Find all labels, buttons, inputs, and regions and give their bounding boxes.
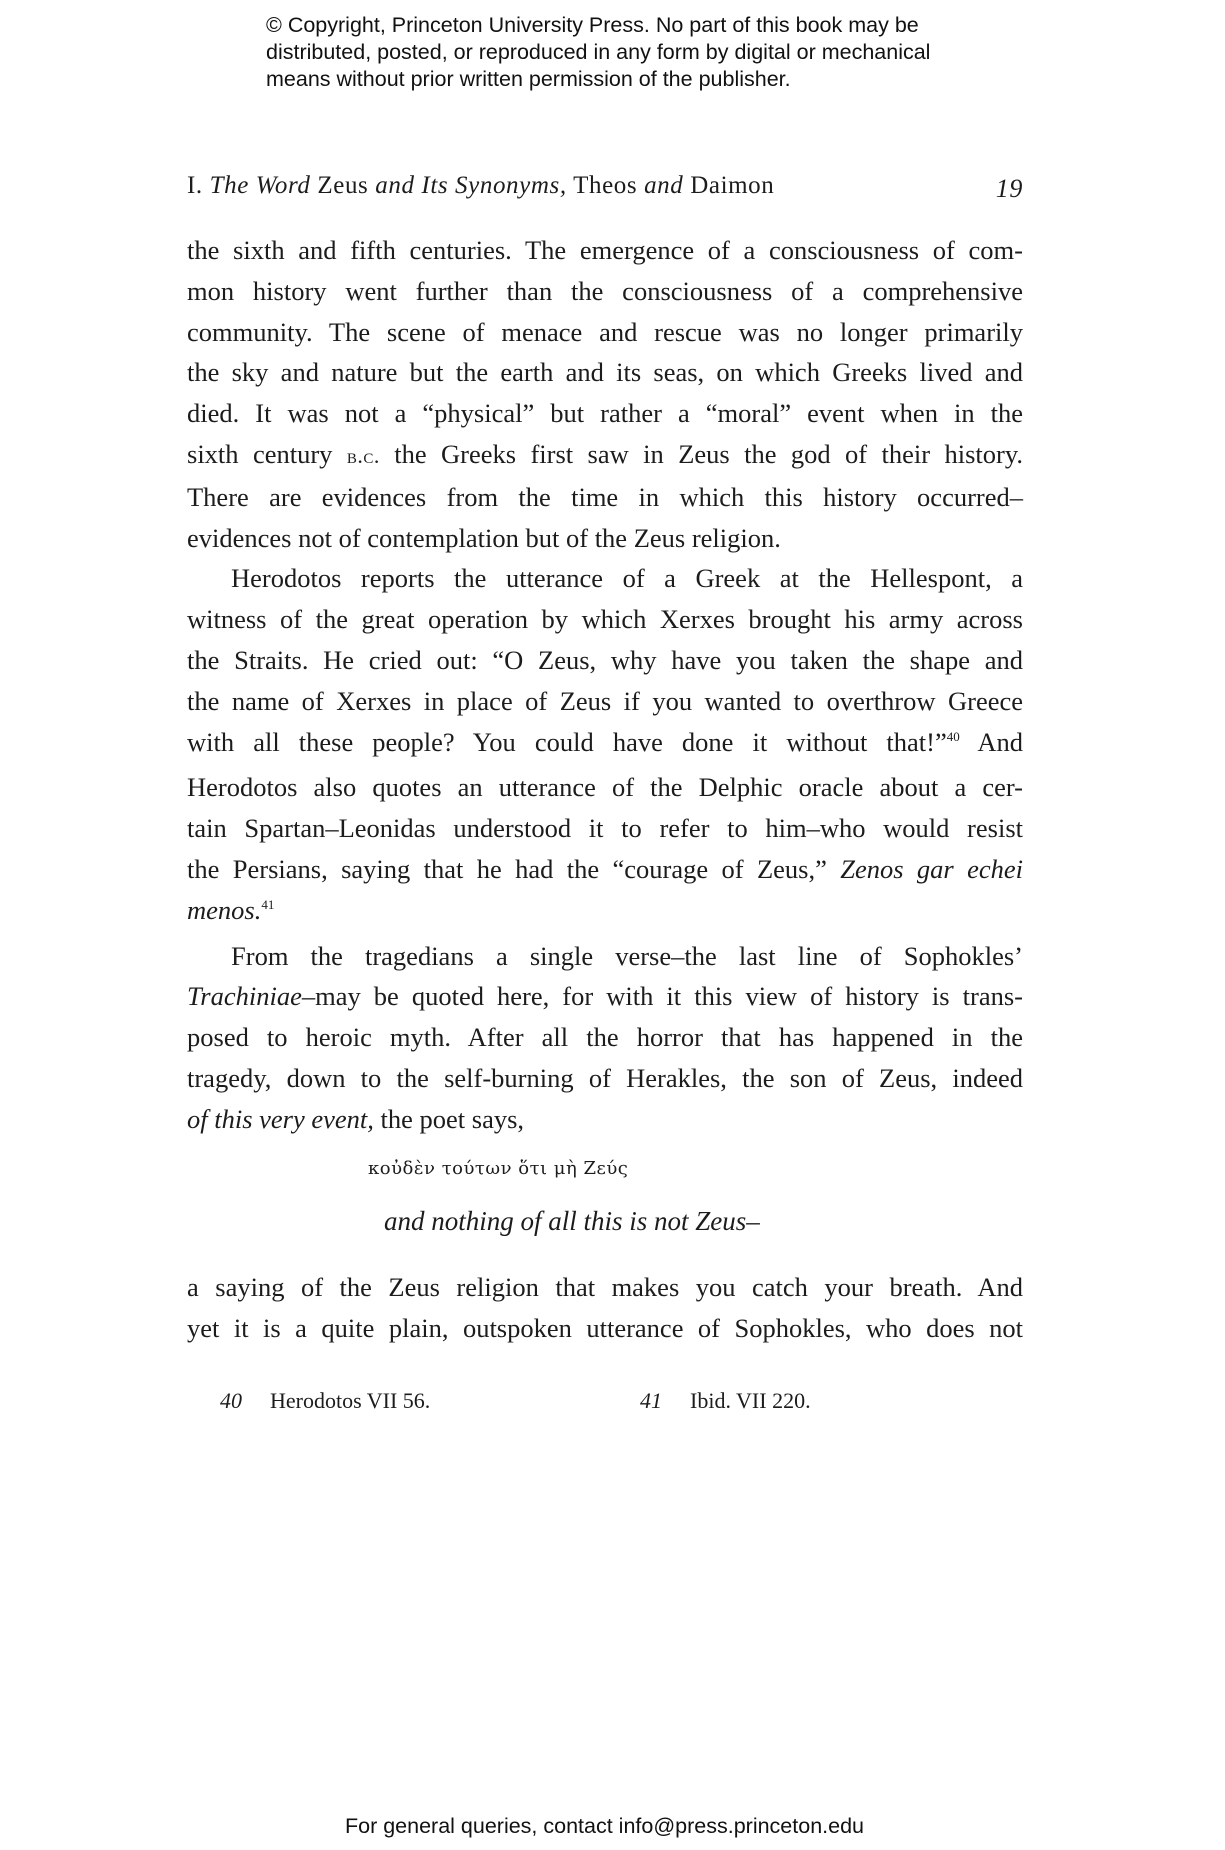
chapter-title: I. The Word Zeus and Its Synonyms, Theos and Daimon xyxy=(187,172,775,199)
text-line: There are evidences from the time in which this history occurred– xyxy=(187,481,1023,512)
text-line: tragedy, down to the self-burning of Herakles, the son of Zeus, indeed xyxy=(187,1062,1023,1093)
footnote-40 xyxy=(220,1388,430,1414)
text-line: the name of Xerxes in place of Zeus if you wanted to overthrow Greece xyxy=(187,685,1023,716)
text-line: yet it is a quite plain, outspoken utterance of Sophokles, who does not xyxy=(187,1312,1023,1343)
text-line: the Persians, saying that he had the “courage of Zeus,” Zenos gar echei xyxy=(187,853,1024,884)
text-line: menos.$^{41}$ xyxy=(187,894,275,925)
text-line: died. It was not a “physical” but rather a “moral” event when in the xyxy=(187,398,1023,429)
copyright-line-2: distributed, posted, or reproduced in any form by digital or mechanical xyxy=(266,40,931,64)
text-line: Herodotos reports the utterance of a Greek at the Hellespont, a xyxy=(231,563,1023,594)
footnote-41 xyxy=(640,1388,811,1414)
footnote-ref-41[interactable]: 41 xyxy=(261,896,275,912)
footnote-text: Ibid. VII 220. xyxy=(690,1388,811,1413)
copyright-notice xyxy=(266,12,1026,93)
text-line: Trachiniae–may be quoted here, for with it this view of history is trans- xyxy=(187,981,1023,1012)
text-line: a saying of the Zeus religion that makes you catch your breath. And xyxy=(187,1272,1023,1302)
text-line: posed to heroic myth. After all the horror that has happened in the xyxy=(187,1022,1023,1053)
text-line: the sixth and fifth centuries. The emergence of a consciousness of com- xyxy=(187,235,1023,265)
quote-translation: and nothing of all this is not Zeus– xyxy=(384,1206,760,1236)
greek-quote: κοὐδὲν τούτων ὅτι μὴ Ζεύς xyxy=(368,1158,629,1179)
text-line: the sky and nature but the earth and its seas, on which Greeks lived and xyxy=(187,357,1023,388)
paragraph-3 xyxy=(187,936,1023,1140)
text-line: mon history went further than the consciousness of a comprehensive xyxy=(187,275,1023,306)
running-head xyxy=(187,172,1023,203)
main-text xyxy=(187,230,1023,1140)
text-line: tain Spartan–Leonidas understood it to refer to him–who would resist xyxy=(187,813,1023,844)
text-line: evidences not of contemplation but of the Zeus religion. xyxy=(187,522,781,553)
footnote-number: 40 xyxy=(220,1388,242,1413)
text-line: the Straits. He cried out: “O Zeus, why have you taken the shape and xyxy=(187,644,1023,675)
paragraph-4 xyxy=(187,1267,1023,1349)
contact-line: For general queries, contact info@press.princeton.edu xyxy=(345,1814,865,1838)
text-line: community. The scene of menace and rescue was no longer primarily xyxy=(187,316,1023,347)
paragraph-1 xyxy=(187,230,1023,558)
text-line: Herodotos also quotes an utterance of the Delphic oracle about a cer- xyxy=(187,772,1023,803)
text-line: witness of the great operation by which Xerxes brought his army across xyxy=(187,604,1023,635)
text-line: of this very event, the poet says, xyxy=(187,1103,525,1134)
paragraph-2 xyxy=(187,558,1023,935)
copyright-line-3: means without prior written permission of the publisher. xyxy=(266,67,791,91)
era-abbreviation: b.c. xyxy=(346,442,380,468)
footnote-ref-40[interactable]: 40 xyxy=(946,728,960,744)
footnote-number: 41 xyxy=(640,1388,662,1413)
text-line: From the tragedians a single verse–the last line of Sophokles’ xyxy=(231,940,1023,971)
page-number: 19 xyxy=(995,174,1023,203)
text-line: sixth century b.c. the Greeks first saw in Zeus the god of their history. xyxy=(187,438,1023,469)
copyright-line-1: © Copyright, Princeton University Press. No part of this book may be xyxy=(266,13,919,37)
text-line: with all these people? You could have done it without that!”$^{40}$ And xyxy=(187,726,1023,757)
footnote-text: Herodotos VII 56. xyxy=(270,1388,431,1413)
